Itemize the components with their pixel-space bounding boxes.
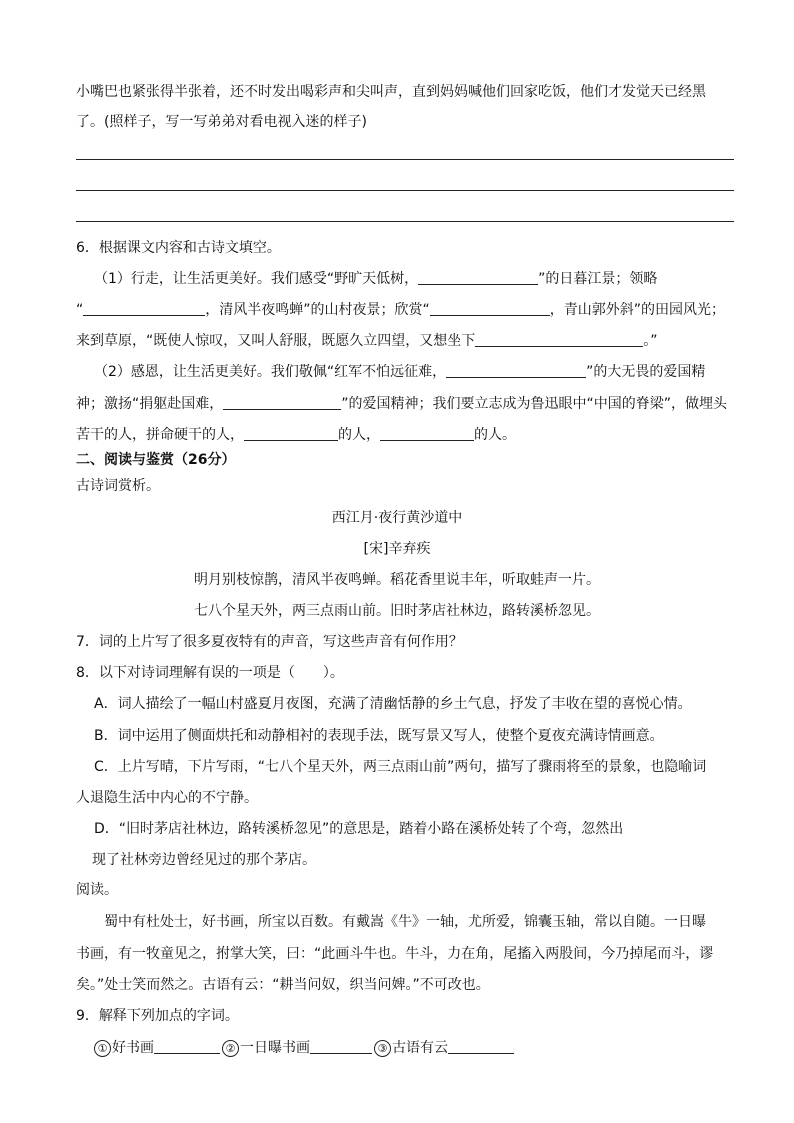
- poem-intro: 古诗词赏析。: [76, 478, 160, 494]
- reading-line-3: 矣。”处士笑而然之。古语有云：“耕当问奴，织当问婢。”不可改也。: [76, 977, 490, 993]
- q7-text: 7．词的上片写了很多夏夜特有的声音，写这些声音有何作用？: [76, 634, 463, 650]
- q9-title: 9．解释下列加点的字词。: [76, 1008, 239, 1024]
- q6-p1-text-b: ”的日暮江景；领略: [538, 271, 658, 287]
- q6-p2-line-2: [76, 394, 727, 414]
- q9-blank-3[interactable]: [448, 1038, 514, 1054]
- intro-line-1: 小嘴巴也紧张得半张着，还不时发出喝彩声和尖叫声，直到妈妈喊他们回家吃饭，他们才发觉天已经黑: [76, 84, 706, 100]
- poem-line-2: 七八个星天外，两三点雨山前。旧时茅店社林边，路转溪桥忽见。: [194, 603, 600, 619]
- intro-line-2: 了。(照样子，写一写弟弟对看电视入迷的样子): [76, 114, 367, 130]
- q6-p2-text-c: 神；激扬“捐躯赴国难，: [76, 396, 224, 412]
- reading-label: 阅读。: [76, 882, 118, 898]
- q6-p1-text-c: “: [76, 302, 84, 318]
- q8-stem: 8．以下对诗词理解有误的一项是（ ）。: [76, 665, 344, 681]
- q6-p2-text-g: 的人。: [474, 427, 516, 443]
- q6-p2-text-e: 苦干的人，拼命硬干的人，: [76, 427, 244, 443]
- q8-option-c-line-2: 人退隐生活中内心的不宁静。: [76, 790, 258, 806]
- q6-p1-line-1: [94, 269, 657, 289]
- q6-p2-text-a: （2）感恩，让生活更美好。我们敬佩“红军不怕远征难，: [94, 364, 447, 380]
- reading-line-2: 书画，有一牧童见之，拊掌大笑，曰：“此画斗牛也。牛斗，力在角，尾搐入两股间，今乃掉尾而斗，谬: [76, 946, 714, 962]
- q6-blank-8[interactable]: [380, 425, 474, 441]
- q6-p2-text-b: ”的大无畏的爱国精: [586, 364, 706, 380]
- q8-option-a[interactable]: A．词人描绘了一幅山村盛夏月夜图，充满了清幽恬静的乡土气息，抒发了丰收在望的喜悦心情。: [94, 696, 692, 712]
- q9-blank-1[interactable]: [154, 1038, 220, 1054]
- answer-line-1[interactable]: [76, 159, 734, 160]
- q6-p1-line-2: [76, 300, 725, 320]
- reading-line-1: 蜀中有杜处士，好书画，所宝以百数。有戴嵩《牛》一轴，尤所爱，锦囊玉轴，常以自随。一日曝: [104, 914, 706, 930]
- q8-option-d-line-1[interactable]: D．“旧时茅店社林边，路转溪桥忽见”的意思是，踏着小路在溪桥处转了个弯，忽然出: [94, 821, 624, 837]
- q6-p2-text-f: 的人，: [338, 427, 380, 443]
- q9-items: [94, 1038, 514, 1058]
- q6-blank-6[interactable]: [223, 394, 341, 410]
- poem-author: [宋]辛弃疾: [363, 541, 431, 557]
- q6-blank-2[interactable]: [83, 300, 205, 316]
- poem-title: 西江月·夜行黄沙道中: [331, 510, 463, 526]
- q8-option-b[interactable]: B．词中运用了侧面烘托和动静相衬的表现手法，既写景又写人，使整个夏夜充满诗情画意。: [94, 728, 664, 744]
- q8-option-c-line-1[interactable]: C．上片写晴，下片写雨，“七八个星天外，两三点雨山前”两句，描写了骤雨将至的景象，也隐喻词: [94, 759, 707, 775]
- q6-p1-text-f: 来到草原，“既使人惊叹，又叫人舒服，既愿久立四望，又想坐下: [76, 333, 476, 349]
- q6-blank-7[interactable]: [244, 425, 338, 441]
- q6-p1-text-d: ，清风半夜鸣蝉”的山村夜景；欣赏“: [205, 302, 430, 318]
- q9-item-2: 一日曝书画: [240, 1040, 310, 1056]
- q6-blank-4[interactable]: [475, 331, 643, 347]
- q6-title: 6．根据课文内容和古诗文填空。: [76, 240, 281, 256]
- q9-number-2: ②: [222, 1040, 239, 1057]
- q6-blank-1[interactable]: [418, 269, 538, 285]
- q6-p2-line-1: [94, 362, 705, 382]
- q9-number-1: ①: [94, 1040, 111, 1057]
- q6-p1-text-e: ，青山郭外斜”的田园风光；: [549, 302, 726, 318]
- q8-option-d-line-2: 现了社林旁边曾经见过的那个茅店。: [92, 852, 316, 868]
- q6-p1-text-a: （1）行走，让生活更美好。我们感受“野旷天低树，: [94, 271, 419, 287]
- q9-blank-2[interactable]: [310, 1038, 372, 1054]
- q9-item-1: 好书画: [112, 1040, 154, 1056]
- q6-p1-text-g: 。”: [643, 333, 658, 349]
- q6-p1-line-3: [76, 331, 658, 351]
- q6-p2-text-d: ”的爱国精神；我们要立志成为鲁迅眼中“中国的脊梁”，做埋头: [341, 396, 728, 412]
- poem-line-1: 明月别枝惊鹊，清风半夜鸣蝉。稻花香里说丰年，听取蛙声一片。: [194, 572, 600, 588]
- q6-blank-5[interactable]: [446, 362, 586, 378]
- answer-line-3[interactable]: [76, 221, 734, 222]
- answer-line-2[interactable]: [76, 190, 734, 191]
- q6-blank-3[interactable]: [430, 300, 550, 316]
- q6-p2-line-3: [76, 425, 516, 445]
- section-2-heading: 二、阅读与鉴赏（26分）: [76, 452, 236, 468]
- q9-item-3: 古语有云: [392, 1040, 448, 1056]
- q9-number-3: ③: [374, 1040, 391, 1057]
